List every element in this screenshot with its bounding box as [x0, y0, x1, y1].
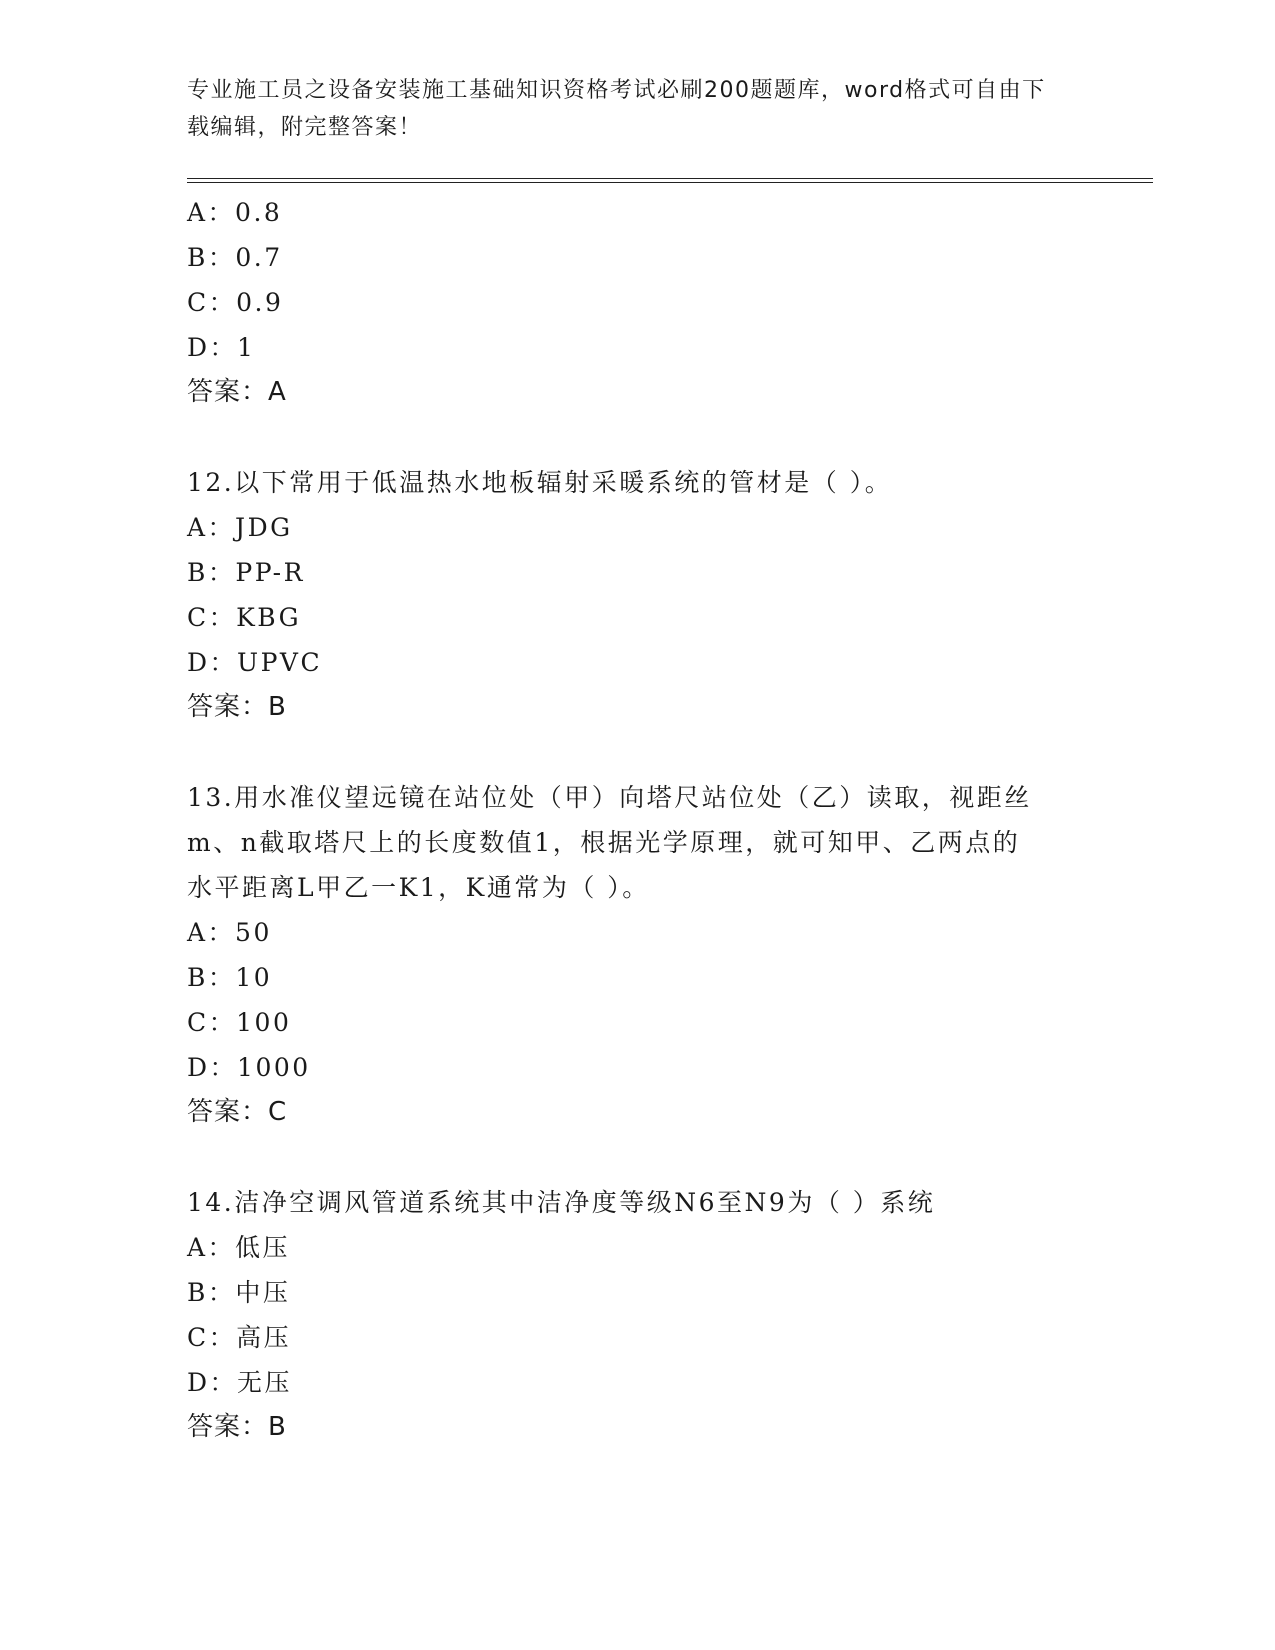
question-text-line-1: 13.用水准仪望远镜在站位处（甲）向塔尺站位处（乙）读取，视距丝	[187, 783, 1032, 812]
question-text-line-2: m、n截取塔尺上的长度数值1，根据光学原理，就可知甲、乙两点的	[187, 828, 1021, 857]
question-11	[187, 190, 1107, 415]
question-12	[187, 460, 1107, 730]
option-c: C：0.9	[187, 288, 284, 317]
option-c: C：KBG	[187, 603, 302, 632]
question-list	[187, 190, 1107, 1450]
question-text: 12.以下常用于低温热水地板辐射采暖系统的管材是（ ）。	[187, 468, 893, 497]
question-14	[187, 1180, 1107, 1450]
option-a: A：50	[187, 918, 272, 947]
option-d: D：1	[187, 333, 256, 362]
answer: 答案：C	[187, 1097, 288, 1127]
option-b: B：中压	[187, 1278, 291, 1307]
document-header	[187, 72, 1067, 146]
question-13	[187, 775, 1107, 1135]
answer: 答案：B	[187, 1412, 287, 1442]
answer: 答案：A	[187, 377, 287, 407]
option-d: D：UPVC	[187, 648, 323, 677]
option-a: A：JDG	[187, 513, 293, 542]
option-b: B：0.7	[187, 243, 283, 272]
answer: 答案：B	[187, 692, 287, 722]
header-rule-top	[187, 178, 1153, 179]
option-b: B：10	[187, 963, 273, 992]
option-d: D：1000	[187, 1053, 311, 1082]
header-title: 专业施工员之设备安装施工基础知识资格考试必刷200题题库，word格式可自由下载编辑，附完整答案！	[187, 78, 1046, 140]
header-rule-bottom	[187, 182, 1153, 183]
question-text: 14.洁净空调风管道系统其中洁净度等级N6至N9为（ ）系统	[187, 1188, 936, 1217]
option-a: A：低压	[187, 1233, 291, 1262]
option-c: C：100	[187, 1008, 292, 1037]
option-d: D：无压	[187, 1368, 293, 1397]
option-a: A：0.8	[187, 198, 283, 227]
option-b: B：PP-R	[187, 558, 305, 587]
option-c: C：高压	[187, 1323, 292, 1352]
question-text-line-3: 水平距离L甲乙一K1，K通常为（ ）。	[187, 873, 650, 902]
